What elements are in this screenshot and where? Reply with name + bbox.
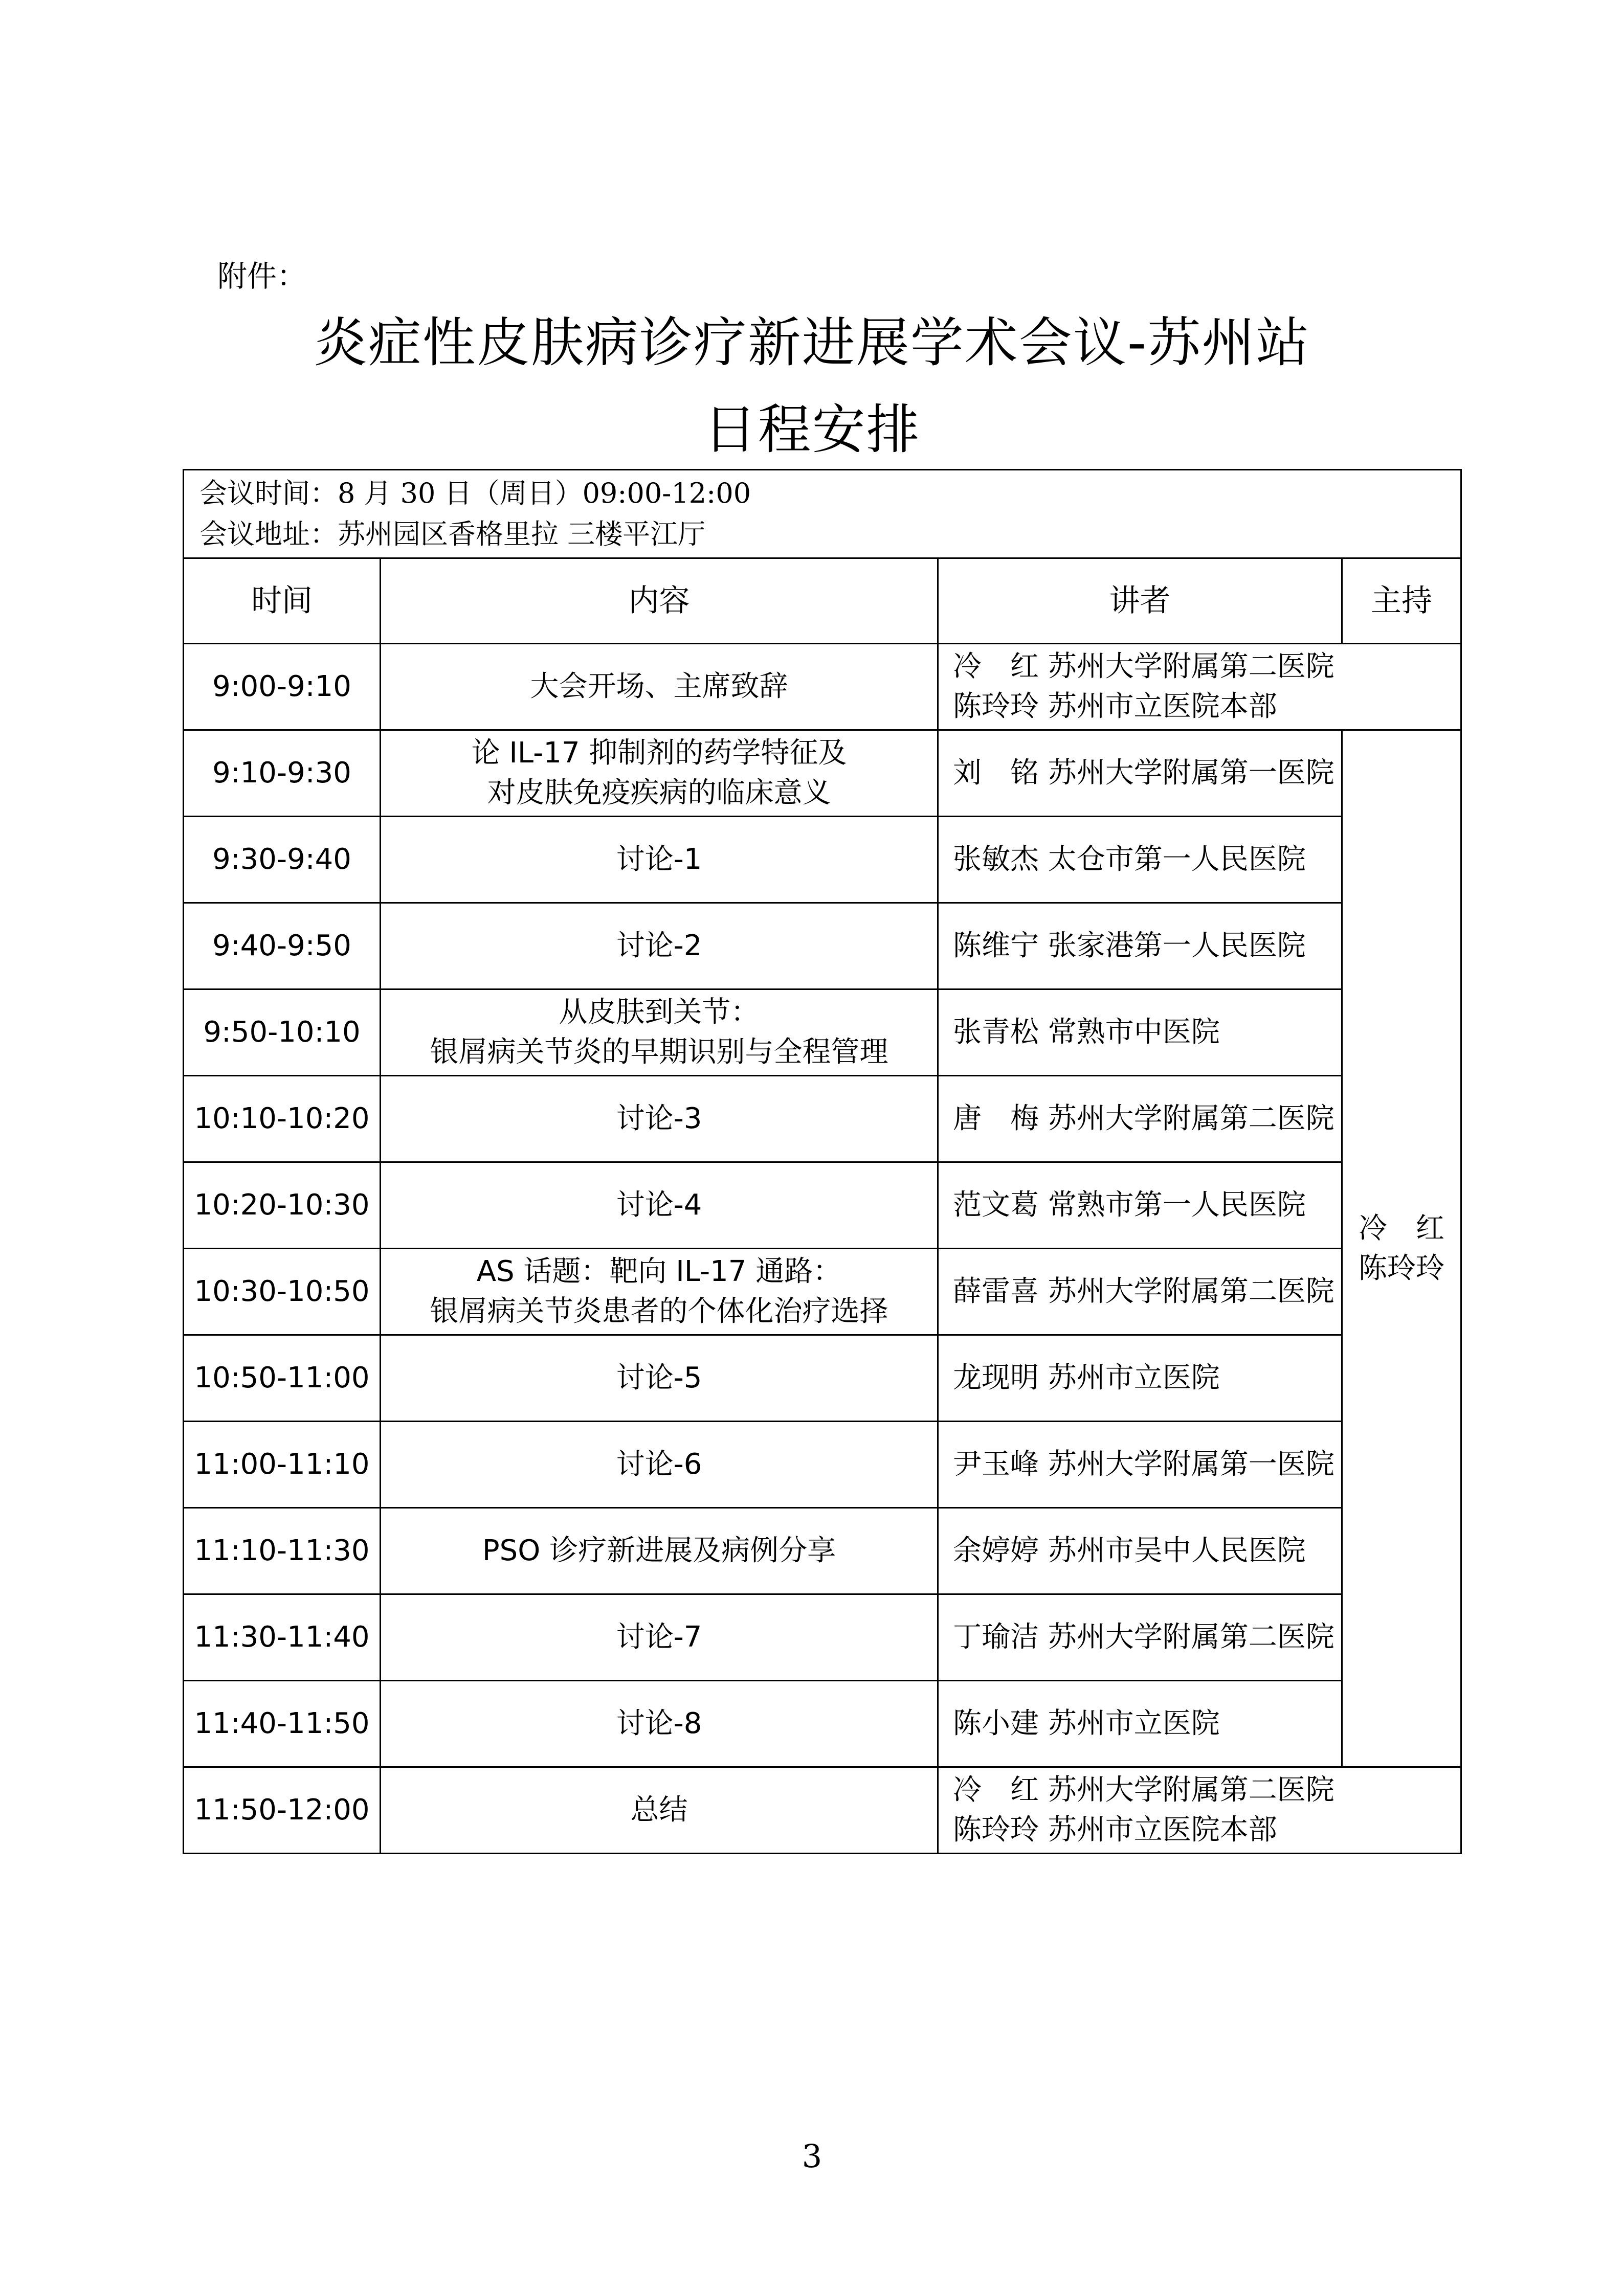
table-row [184, 1594, 1461, 1681]
session-time: 9:10-9:30 [184, 730, 381, 817]
session-speaker [938, 1335, 1342, 1422]
session-content [381, 1508, 938, 1594]
session-time: 11:00-11:10 [184, 1422, 381, 1508]
session-content [381, 817, 938, 903]
speaker-line: 陈玲玲 苏州市立医院本部 [953, 1813, 1277, 1847]
session-speaker [938, 1681, 1342, 1767]
session-content [381, 644, 938, 730]
page-number: 3 [802, 2137, 822, 2175]
session-content-line: 讨论-4 [616, 1188, 702, 1222]
session-speaker [938, 1594, 1342, 1681]
session-time: 11:50-12:00 [184, 1767, 381, 1854]
speaker-line: 冷 红 苏州大学附属第二医院 [953, 1773, 1334, 1807]
table-row [184, 1767, 1461, 1854]
speaker-line: 陈小建 苏州市立医院 [953, 1707, 1220, 1740]
session-content [381, 1422, 938, 1508]
header-time: 时间 [184, 558, 381, 644]
session-time: 9:00-9:10 [184, 644, 381, 730]
session-speaker [938, 1249, 1342, 1335]
table-row [184, 1508, 1461, 1594]
attachment-label: 附件： [217, 259, 307, 294]
header-content: 内容 [381, 558, 938, 644]
session-content-line: 讨论-6 [616, 1448, 702, 1481]
session-time: 10:10-10:20 [184, 1076, 381, 1162]
session-time: 10:30-10:50 [184, 1249, 381, 1335]
session-time: 11:40-11:50 [184, 1681, 381, 1767]
session-speaker [938, 1508, 1342, 1594]
session-content-line: PSO 诊疗新进展及病例分享 [482, 1534, 836, 1567]
session-content [381, 1249, 938, 1335]
meeting-info-row [184, 470, 1461, 558]
session-content-line: 从皮肤到关节： [559, 996, 760, 1029]
session-speaker [938, 1767, 1461, 1854]
speaker-line: 尹玉峰 苏州大学附属第一医院 [953, 1448, 1334, 1481]
speaker-line: 冷 红 苏州大学附属第二医院 [953, 650, 1334, 683]
schedule-table [183, 469, 1462, 1854]
session-time: 10:20-10:30 [184, 1162, 381, 1249]
session-speaker [938, 730, 1342, 817]
session-speaker [938, 1162, 1342, 1249]
host-name: 冷 红 [1359, 1211, 1444, 1245]
session-content-line: 讨论-5 [616, 1361, 702, 1394]
speaker-line: 刘 铭 苏州大学附属第一医院 [953, 756, 1334, 790]
table-row [184, 1162, 1461, 1249]
speaker-line: 唐 梅 苏州大学附属第二医院 [953, 1102, 1334, 1135]
speaker-line: 陈玲玲 苏州市立医院本部 [953, 690, 1277, 723]
speaker-line: 龙现明 苏州市立医院 [953, 1361, 1220, 1394]
host-name: 陈玲玲 [1359, 1251, 1444, 1285]
session-content-line: 总结 [630, 1793, 688, 1827]
speaker-line: 范文葛 常熟市第一人民医院 [953, 1188, 1306, 1222]
session-speaker [938, 989, 1342, 1076]
session-time: 9:50-10:10 [184, 989, 381, 1076]
session-content [381, 730, 938, 817]
session-content [381, 1681, 938, 1767]
session-time: 11:10-11:30 [184, 1508, 381, 1594]
table-row [184, 730, 1461, 817]
document-subtitle: 日程安排 [703, 398, 921, 461]
meeting-address: 会议地址：苏州园区香格里拉 三楼平江厅 [199, 518, 706, 550]
session-time: 11:30-11:40 [184, 1594, 381, 1681]
session-content-line: 讨论-3 [616, 1102, 702, 1135]
table-row [184, 644, 1461, 730]
meeting-time: 会议时间：8 月 30 日（周日）09:00-12:00 [199, 477, 751, 509]
session-content-line: 讨论-8 [616, 1707, 702, 1740]
session-time: 9:40-9:50 [184, 903, 381, 989]
session-time: 10:50-11:00 [184, 1335, 381, 1422]
speaker-line: 张敏杰 太仓市第一人民医院 [953, 843, 1306, 876]
session-speaker [938, 1422, 1342, 1508]
session-content [381, 989, 938, 1076]
session-content [381, 903, 938, 989]
session-content [381, 1076, 938, 1162]
session-content-line: 论 IL-17 抑制剂的药学特征及 [471, 736, 847, 770]
session-time: 9:30-9:40 [184, 817, 381, 903]
speaker-line: 薛雷喜 苏州大学附属第二医院 [953, 1275, 1334, 1308]
session-content-line: 讨论-2 [616, 929, 702, 962]
header-speaker: 讲者 [938, 558, 1342, 644]
session-speaker [938, 903, 1342, 989]
speaker-line: 丁瑜洁 苏州大学附属第二医院 [953, 1620, 1334, 1654]
session-content-line: 讨论-7 [616, 1620, 702, 1654]
table-row [184, 1335, 1461, 1422]
speaker-line: 张青松 常熟市中医院 [953, 1016, 1220, 1049]
session-content-line: 大会开场、主席致辞 [530, 670, 788, 703]
header-host: 主持 [1342, 558, 1461, 644]
table-row [184, 989, 1461, 1076]
session-content-line: 银屑病关节炎患者的个体化治疗选择 [430, 1295, 888, 1328]
session-content-line: 讨论-1 [616, 843, 702, 876]
speaker-line: 陈维宁 张家港第一人民医院 [953, 929, 1306, 962]
session-speaker [938, 1076, 1342, 1162]
table-row [184, 903, 1461, 989]
session-content-line: 银屑病关节炎的早期识别与全程管理 [430, 1036, 888, 1069]
session-speaker [938, 644, 1461, 730]
session-content [381, 1767, 938, 1854]
table-header-row [184, 558, 1461, 644]
session-content [381, 1335, 938, 1422]
table-row [184, 1249, 1461, 1335]
table-row [184, 1076, 1461, 1162]
table-row [184, 817, 1461, 903]
document-title: 炎症性皮肤病诊疗新进展学术会议-苏州站 [314, 311, 1310, 374]
table-row [184, 1681, 1461, 1767]
speaker-line: 余婷婷 苏州市吴中人民医院 [953, 1534, 1306, 1567]
host-cell [1342, 730, 1461, 1767]
table-row [184, 1422, 1461, 1508]
session-content [381, 1162, 938, 1249]
session-speaker [938, 817, 1342, 903]
session-content-line: AS 话题：靶向 IL-17 通路： [476, 1255, 842, 1288]
session-content-line: 对皮肤免疫疾病的临床意义 [487, 776, 831, 809]
session-content [381, 1594, 938, 1681]
meeting-info-cell [184, 470, 1461, 558]
